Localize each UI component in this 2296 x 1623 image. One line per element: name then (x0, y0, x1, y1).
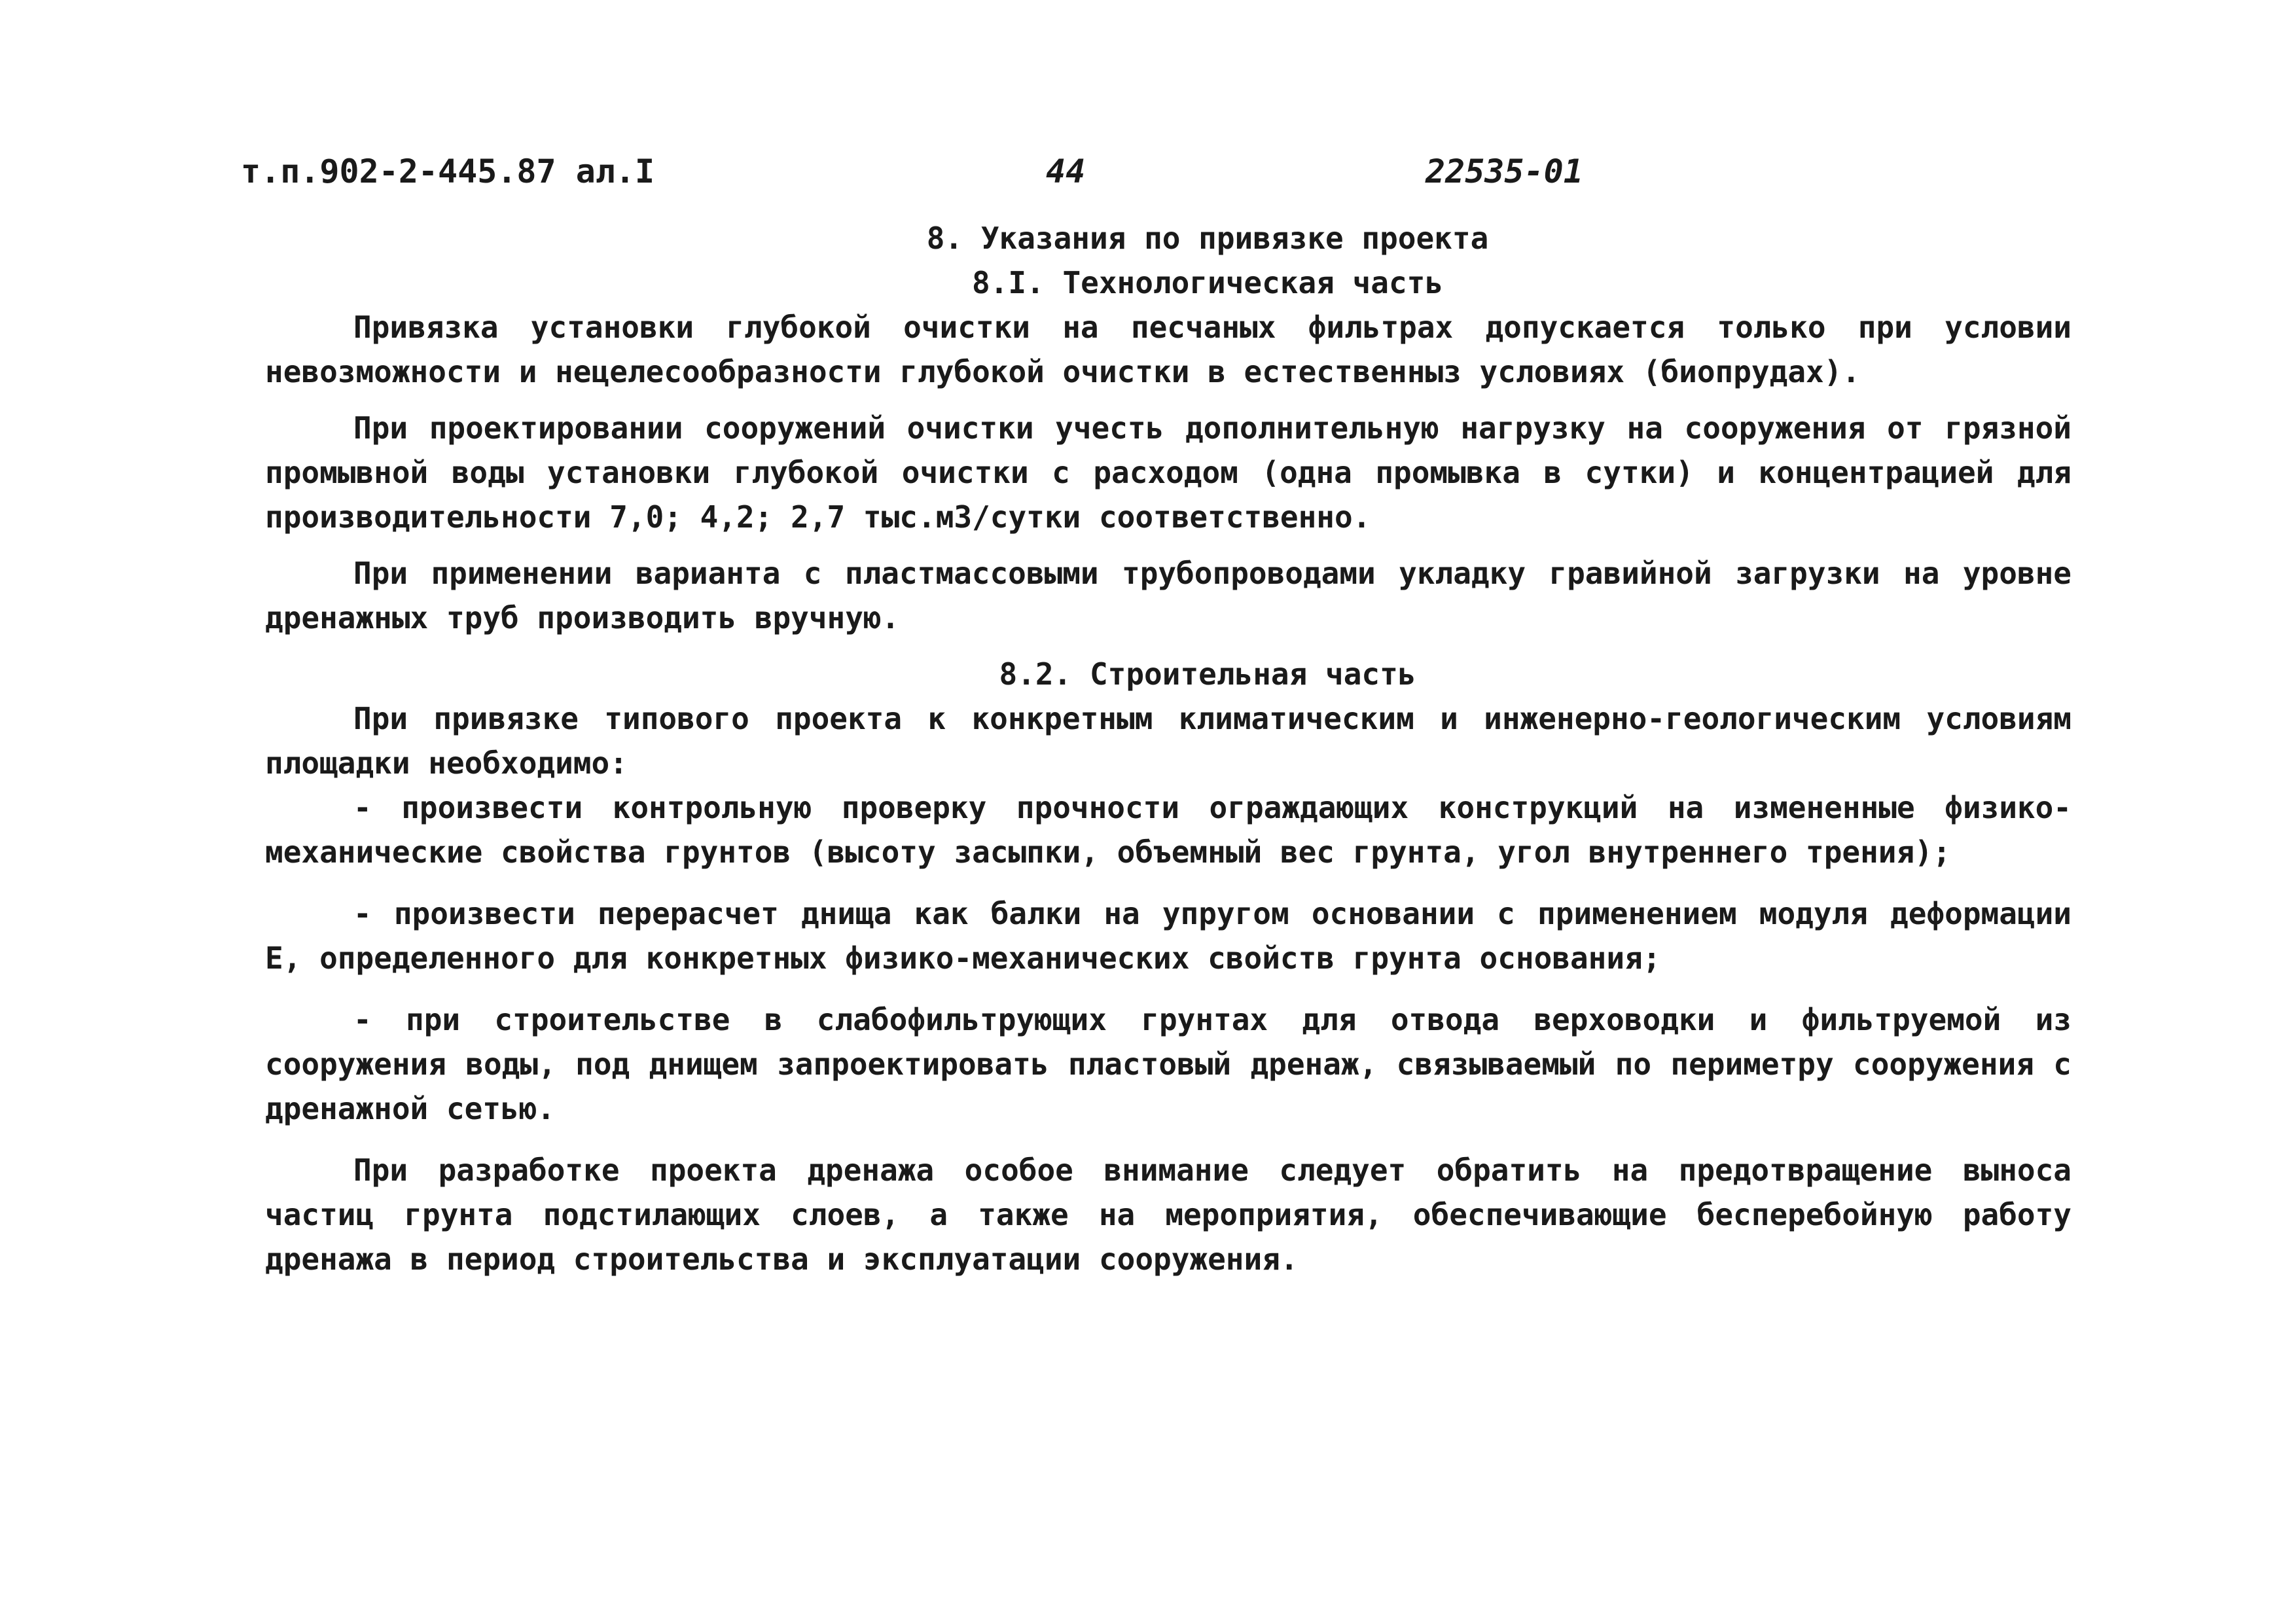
paragraph: При применении варианта с пластмассовыми трубопроводами укладку гравийной загрузки на уровне дренажных труб производить вручную. (265, 556, 2072, 635)
subsection-title-technological: 8.I. Технологическая часть (971, 265, 1444, 300)
paragraph: При разработке проекта дренажа особое внимание следует обратить на предотвращение выноса частиц грунта подстилающих слоев, а также на мероприятия, обеспечивающие бесперебойную работу дренажа в период строительства и эксплуатации сооружения. (265, 1152, 2072, 1277)
list-item: - при строительстве в слабофильтрующих грунтах для отвода верховодки и фильтруемой из сооружения воды, под днищем запроектировать пластовый дренаж, связываемый по периметру сооружения с дренажной сетью. (265, 1002, 2072, 1126)
header-designation: т.п.902-2-445.87 ал.I (241, 152, 655, 190)
list-item: - произвести контрольную проверку прочности ограждающих конструкций на измененные физико-механические свойства грунтов (высоту засыпки, объемный вес грунта, угол внутреннего трения); (265, 790, 2072, 870)
paragraph: При проектировании сооружений очистки учесть дополнительную нагрузку на сооружения от грязной промывной воды установки глубокой очистки с расходом (одна промывка в сутки) и концентрацией для производительности 7,0; 4,2; 2,7 тыс.м3/сутки соответственно. (265, 410, 2072, 535)
document-body (265, 216, 2072, 1281)
paragraph: При привязке типового проекта к конкретным климатическим и инженерно-геологическим условиям площадки необходимо: (265, 701, 2072, 781)
section-title: 8. Указания по привязке проекта (926, 221, 1489, 256)
paragraph: Привязка установки глубокой очистки на песчаных фильтрах допускается только при условии невозможности и нецелесообразности глубокой очистки в естественныз условиях (биопрудах). (265, 310, 2072, 389)
list-item: - произвести перерасчет днища как балки на упругом основании с применением модуля деформации Е, определенного для конкретных физико-механических свойств грунта основания; (265, 896, 2072, 976)
subsection-title-construction: 8.2. Строительная часть (999, 656, 1416, 692)
header-page-number: 44 (1046, 152, 1086, 190)
header-document-code: 22535-01 (1426, 152, 1583, 190)
